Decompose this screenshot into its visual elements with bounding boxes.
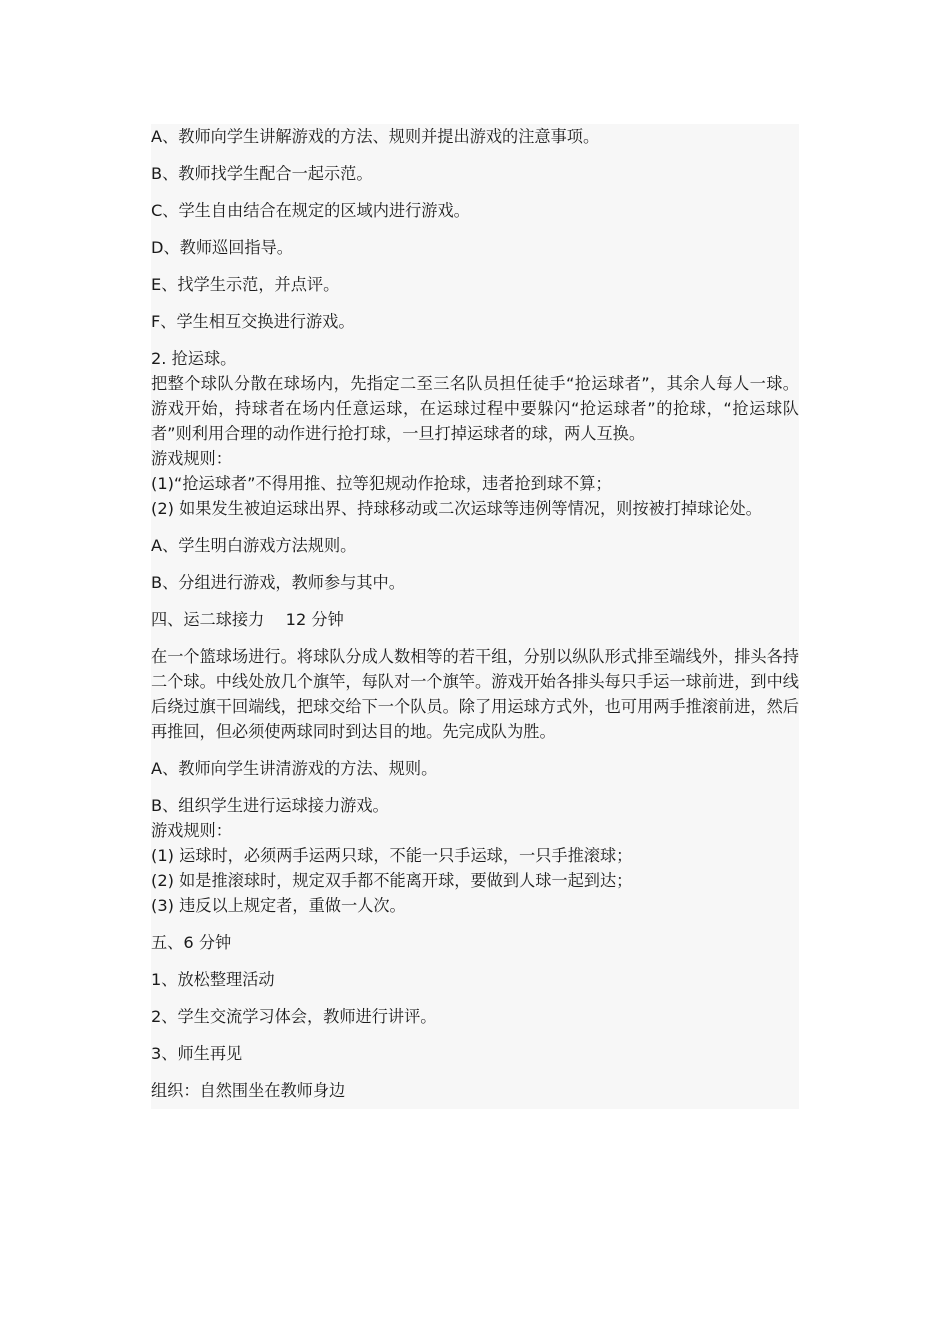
section4-description: 在一个篮球场进行。将球队分成人数相等的若干组，分别以纵队形式排至端线外，排头各持二个球。中线处放几个旗竿，每队对一个旗竿。游戏开始各排头每只手运一球前进，到中线后绕过旗干回端线，把球交给下一个队员。除了用运球方式外，也可用两手推滚前进，然后再推回，但必须使两球同时到达目的地。先完成队为胜。	[151, 647, 799, 741]
game2-rule-1: (1)“抢运球者”不得用推、拉等犯规动作抢球，违者抢到球不算；	[151, 474, 612, 493]
game2-step-a: A、学生明白游戏方法规则。	[151, 536, 357, 555]
section5-item-1: 1、放松整理活动	[151, 970, 275, 989]
section4-step-a: A、教师向学生讲清游戏的方法、规则。	[151, 759, 438, 778]
game2-title: 2. 抢运球。	[151, 349, 237, 368]
section5-item-2: 2、学生交流学习体会，教师进行讲评。	[151, 1007, 437, 1026]
game2-rules-label: 游戏规则：	[151, 449, 232, 468]
section3-step-a: A、教师向学生讲解游戏的方法、规则并提出游戏的注意事项。	[151, 127, 600, 146]
section4-rule-1: (1) 运球时，必须两手运两只球，不能一只手运球，一只手推滚球；	[151, 846, 633, 865]
section4-rule-3: (3) 违反以上规定者，重做一人次。	[151, 896, 406, 915]
lesson-plan-content	[151, 124, 799, 1109]
game2-step-b: B、分组进行游戏，教师参与其中。	[151, 573, 405, 592]
section4-rule-2: (2) 如是推滚球时，规定双手都不能离开球，要做到人球一起到达；	[151, 871, 633, 890]
section3-step-e: E、找学生示范，并点评。	[151, 275, 340, 294]
section3-step-b: B、教师找学生配合一起示范。	[151, 164, 373, 183]
section4-step-b: B、组织学生进行运球接力游戏。	[151, 796, 389, 815]
section3-step-f: F、学生相互交换进行游戏。	[151, 312, 355, 331]
section5-item-3: 3、师生再见	[151, 1044, 243, 1063]
section5-organization: 组织：自然围坐在教师身边	[151, 1081, 346, 1100]
section3-step-c: C、学生自由结合在规定的区域内进行游戏。	[151, 201, 470, 220]
section4-heading: 四、运二球接力 12 分钟	[151, 610, 344, 629]
section3-step-d: D、教师巡回指导。	[151, 238, 293, 257]
section5-heading: 五、6 分钟	[151, 933, 232, 952]
section4-rules-label: 游戏规则：	[151, 821, 232, 840]
game2-description: 把整个球队分散在球场内，先指定二至三名队员担任徒手“抢运球者”，其余人每人一球。游戏开始，持球者在场内任意运球，在运球过程中要躲闪“抢运球者”的抢球，“抢运球队者”则利用合理的动作进行抢打球，一旦打掉运球者的球，两人互换。	[151, 374, 799, 443]
game2-rule-2: (2) 如果发生被迫运球出界、持球移动或二次运球等违例等情况，则按被打掉球论处。	[151, 499, 762, 518]
